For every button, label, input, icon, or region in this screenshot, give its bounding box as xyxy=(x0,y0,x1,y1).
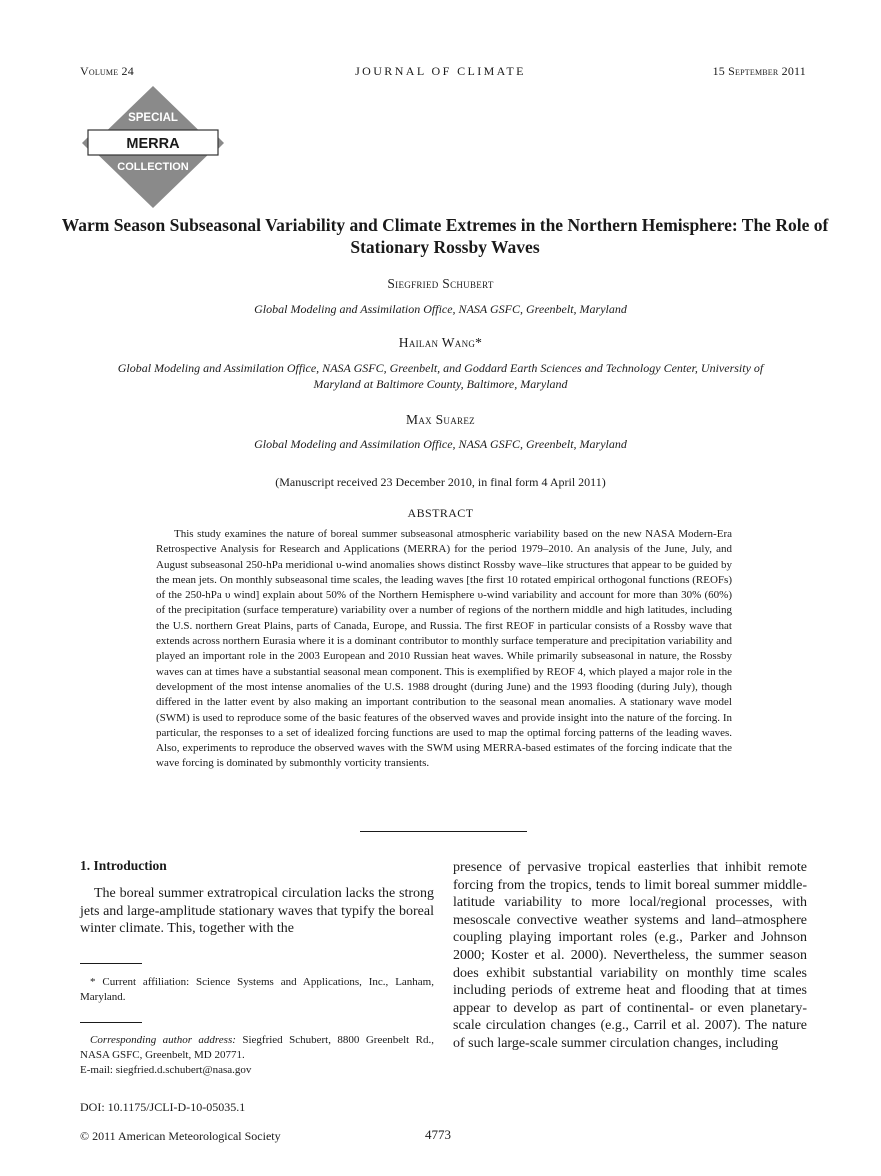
author-name: Hailan Wang* xyxy=(398,335,483,350)
corresponding-label: Corresponding author address: xyxy=(90,1034,236,1046)
paper-title: Warm Season Subseasonal Variability and Climate Extremes in the Northern Hemisphere: The Role of Stationary Rossby Waves xyxy=(61,215,829,257)
footnote-rule xyxy=(80,1022,142,1023)
badge-left-arrow xyxy=(82,137,88,149)
abstract-heading: ABSTRACT xyxy=(407,506,474,520)
page-number: 4773 xyxy=(425,1127,451,1142)
merra-collection-badge xyxy=(82,84,224,210)
corresponding-author xyxy=(80,1033,434,1063)
abstract-text: This study examines the nature of boreal summer subseasonal atmospheric variability based on the new NASA Modern-Era Retrospective Analysis for Research and Applications (MERRA) for the period 1979–2010. An analysis of the June, July, and August subseasonal 250-hPa meridional υ-wind anomalies shows distinct Rossby wave–like structures that appear to be guided by the mean jets. On monthly subseasonal time scales, the leading waves [the first 10 rotated empirical orthogonal functions (REOFs) of the 250-hPa υ wind] explain about 50% of the Northern Hemisphere υ-wind variability and account for more than 30% (60%) of the precipitation (surface temperature) variability over a number of regions of the northern middle and high latitudes, including the U.S. northern Great Plains, parts of Canada, Europe, and Russia. The first REOF in particular consists of a Rossby wave that extends across northern Eurasia where it is a dominant contributor to monthly surface temperature and precipitation variability and played an important role in the 2003 European and 2010 Russian heat waves. While primarily subseasonal in nature, the Rossby waves can at times have a substantial seasonal mean component. This is exemplified by REOF 4, which played a major role in the development of the most intense anomalies of the U.S. 1988 drought (during June) and the 1993 flooding (during July), though differed in the latter event by also making an important contribution to the seasonal mean anomalies. A stationary wave model (SWM) is used to reproduce some of the basic features of the observed waves and provide insight into the nature of the forcing. In particular, the responses to a set of idealized forcing functions are used to map the optimal forcing patterns of the leading waves. Also, experiments to reproduce the observed waves with the SWM using MERRA-based estimates of the forcing indicate that the wave forcing is dominated by submonthly vorticity transients. xyxy=(156,528,732,770)
badge-right-arrow xyxy=(218,137,224,149)
intro-paragraph-left: The boreal summer extratropical circulation lacks the strong jets and large-amplitude stationary waves that typify the boreal winter climate. This, together with the xyxy=(80,886,434,937)
corresponding-address: Siegfried Schubert, 8800 Greenbelt Rd., NASA GSFC, Greenbelt, MD 20771. xyxy=(80,1034,434,1061)
copyright: © 2011 American Meteorological Society xyxy=(80,1129,281,1143)
section-heading: 1. Introduction xyxy=(80,858,167,873)
badge-bottom-text: COLLECTION xyxy=(117,161,189,173)
author-email: E-mail: siegfried.d.schubert@nasa.gov xyxy=(80,1064,252,1076)
affiliation-footnote: * Current affiliation: Science Systems and Applications, Inc., Lanham, Maryland. xyxy=(80,976,434,1003)
footnote-rule xyxy=(80,963,142,964)
intro-paragraph-right: presence of pervasive tropical easterlies that inhibit remote forcing from the tropics, tends to limit boreal summer middle-latitude variability to more local/regional processes, with mesoscale convective weather systems and land–atmosphere coupling playing important roles (e.g., Parker and Johnson 2000; Koster et al. 2000). Nevertheless, the summer season does exhibit substantial variability on monthly time scales including periods of extreme heat and flooding that at times appear to develop as part of continental- or even planetary-scale circulation changes (e.g., Carril et al. 2007). The nature of such large-scale summer circulation changes, including xyxy=(453,860,807,1051)
badge-top-text: SPECIAL xyxy=(128,112,178,124)
author-name: Max Suarez xyxy=(406,412,475,427)
badge-middle-text: MERRA xyxy=(126,136,180,152)
issue-date: 15 September 2011 xyxy=(712,64,806,78)
volume-label: Volume 24 xyxy=(80,64,134,78)
section-divider xyxy=(360,831,527,832)
author-affiliation: Global Modeling and Assimilation Office, NASA GSFC, Greenbelt, Maryland xyxy=(254,302,627,316)
author-affiliation: Global Modeling and Assimilation Office, NASA GSFC, Greenbelt, and Goddard Earth Sciences and Technology Center, University of Maryland at Baltimore County, Baltimore, Maryland xyxy=(117,361,764,391)
author-affiliation: Global Modeling and Assimilation Office, NASA GSFC, Greenbelt, Maryland xyxy=(254,437,627,451)
manuscript-received: (Manuscript received 23 December 2010, in final form 4 April 2011) xyxy=(275,475,606,489)
journal-name: JOURNAL OF CLIMATE xyxy=(355,64,526,78)
doi: DOI: 10.1175/JCLI-D-10-05035.1 xyxy=(80,1100,246,1114)
author-name: Siegfried Schubert xyxy=(387,276,494,291)
